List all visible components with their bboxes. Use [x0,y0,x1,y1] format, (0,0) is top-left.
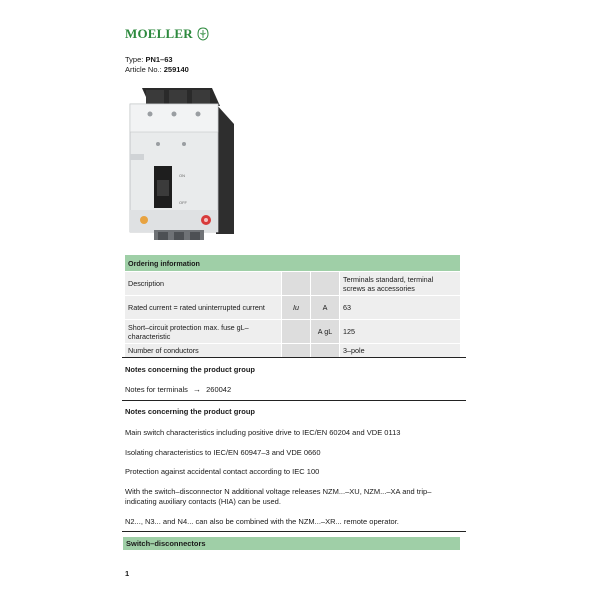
row-label: Short–circuit protection max. fuse gL–characteristic [125,320,282,344]
row-symbol [282,272,311,296]
terminals-note [125,385,460,395]
note-paragraph: Isolating characteristics to IEC/EN 60947–3 and VDE 0660 [125,448,321,457]
type-label: Type: [125,55,146,64]
divider [122,357,466,358]
brand-name: MOELLER [125,26,193,41]
row-value: Terminals standard, terminal screws as accessories [340,272,461,296]
note-paragraph: Protection against accidental contact according to IEC 100 [125,467,320,476]
terminals-ref-link[interactable]: 260042 [206,385,232,394]
notes-title: Notes concerning the product group [125,407,256,416]
arrow-right-icon: → [193,385,202,394]
divider [122,531,466,532]
row-unit [311,344,340,358]
moeller-emblem-icon [197,27,209,41]
note-paragraph: With the switch–disconnector N additional voltage releases NZM...–XU, NZM...–XA and trip–indicating auxiliary contacts (HIA) can be used. [125,487,432,506]
article-value: 259140 [163,65,189,74]
row-symbol [282,344,311,358]
article-line [125,65,189,75]
type-line [125,55,189,65]
svg-text:ON: ON [179,173,185,178]
section-band: Switch–disconnectors [123,537,460,550]
table-row [125,296,460,320]
circuit-breaker-photo [124,84,244,244]
row-unit [311,272,340,296]
type-value: PN1–63 [145,55,173,64]
row-unit: A gL [311,320,340,344]
brand-logo [125,26,209,42]
ordering-header [125,255,460,272]
table-row [125,344,460,358]
article-label: Article No.: [125,65,164,74]
row-value: 63 [340,296,461,320]
row-symbol [282,320,311,344]
terminals-label: Notes for terminals [125,385,188,394]
row-value: 125 [340,320,461,344]
notes-title: Notes concerning the product group [125,365,256,374]
row-value: 3–pole [340,344,461,358]
product-meta [125,55,189,75]
row-label: Rated current = rated uninterrupted current [125,296,282,320]
row-label: Description [125,272,282,296]
note-paragraph: N2..., N3... and N4... can also be combined with the NZM...–XR... remote operator. [125,517,399,526]
row-label: Number of conductors [125,344,282,358]
table-row [125,272,460,296]
svg-text:OFF: OFF [179,200,187,205]
ordering-table [125,255,460,358]
row-symbol: Iu [282,296,311,320]
divider [122,400,466,401]
table-row [125,320,460,344]
row-unit: A [311,296,340,320]
ordering-title: Ordering information [125,255,460,272]
note-paragraph: Main switch characteristics including positive drive to IEC/EN 60204 and VDE 0113 [125,428,401,437]
page-number: 1 [125,569,130,578]
